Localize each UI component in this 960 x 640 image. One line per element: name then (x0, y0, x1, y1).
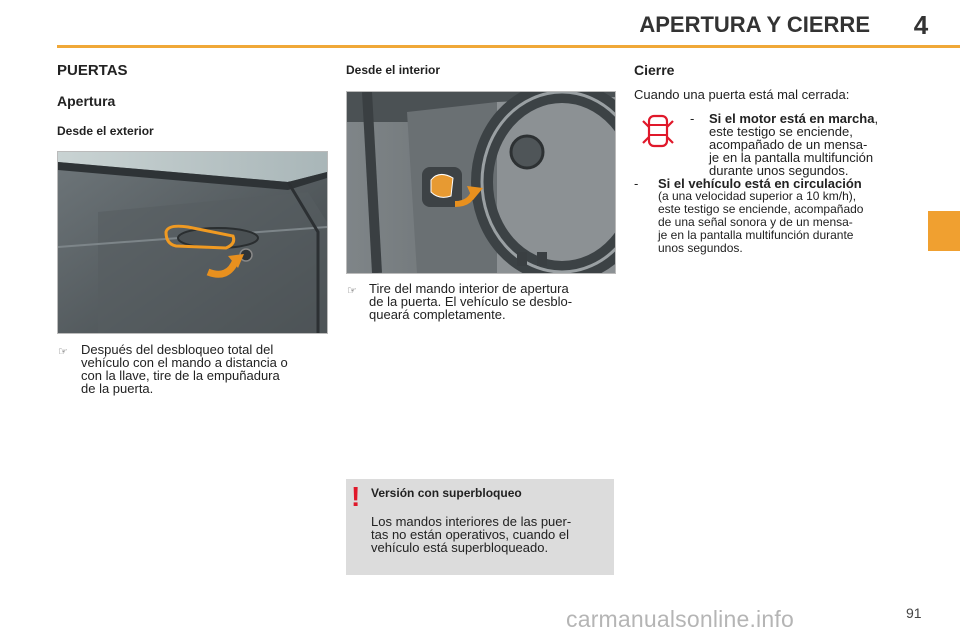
chapter-number: 4 (913, 10, 929, 40)
watermark: carmanualsonline.info (566, 606, 794, 632)
header-rule (57, 45, 960, 48)
sub-heading-interior: Desde el interior (346, 63, 441, 77)
text-fragment: , (874, 111, 879, 126)
exterior-instructions (81, 343, 326, 395)
text-line: (a una velocidad superior a 10 km/h), (658, 189, 857, 203)
text-line: je en la pantalla multifunción durante (658, 228, 854, 242)
page-number: 91 (906, 605, 922, 621)
bold-phrase: Si el vehículo está en circulación (658, 176, 862, 191)
bold-phrase: Si el motor está en marcha (709, 111, 875, 126)
section-title-puertas: PUERTAS (57, 62, 128, 79)
chapter-side-tab (928, 211, 960, 251)
text-line: Tire del mando interior de apertura (369, 281, 569, 296)
text-line: unos segundos. (658, 241, 743, 255)
section-title-cierre: Cierre (634, 62, 675, 78)
interior-door-handle-image (346, 91, 616, 274)
list-dash: - (690, 111, 695, 126)
text-line: tas no están operativos, cuando el (371, 527, 570, 542)
exterior-door-handle-image (57, 151, 328, 334)
text-line: de la puerta. (81, 381, 154, 396)
warning-exclamation-icon: ! (351, 481, 361, 512)
text-line: je en la pantalla multifunción (709, 150, 874, 165)
warning-title: Versión con superbloqueo (371, 486, 522, 500)
text-line: acompañado de un mensa- (709, 137, 868, 152)
text-line: de la puerta. El vehículo se desblo- (369, 294, 573, 309)
list-dash: - (634, 176, 639, 191)
subsection-title-apertura: Apertura (57, 93, 116, 109)
text-line: este testigo se enciende, acompañado (658, 202, 864, 216)
pointing-hand-icon: ☞ (347, 285, 357, 297)
cierre-intro: Cuando una puerta está mal cerrada: (634, 87, 850, 102)
sub-heading-exterior: Desde el exterior (57, 124, 154, 138)
text-line: con la llave, tire de la empuñadura (81, 368, 280, 383)
text-line: Los mandos interiores de las puer- (371, 514, 572, 529)
superlock-warning-box (346, 479, 614, 575)
text-line: vehículo está superbloqueado. (371, 540, 549, 555)
text-line: vehículo con el mando a distancia o (81, 355, 288, 370)
chapter-title: APERTURA Y CIERRE (639, 12, 870, 37)
pointing-hand-icon: ☞ (58, 346, 68, 358)
text-line: este testigo se enciende, (709, 124, 853, 139)
text-line: Después del desbloqueo total del (81, 342, 274, 357)
text-line: durante unos segundos. (709, 163, 849, 178)
text-line: queará completamente. (369, 307, 506, 322)
interior-instructions (369, 282, 614, 321)
cierre-item-vehicle-moving (658, 177, 904, 255)
text-line: de una señal sonora y de un mensa- (658, 215, 853, 229)
cierre-item-engine-running (709, 112, 904, 177)
warning-text (371, 515, 611, 554)
door-open-warning-icon (641, 113, 675, 149)
